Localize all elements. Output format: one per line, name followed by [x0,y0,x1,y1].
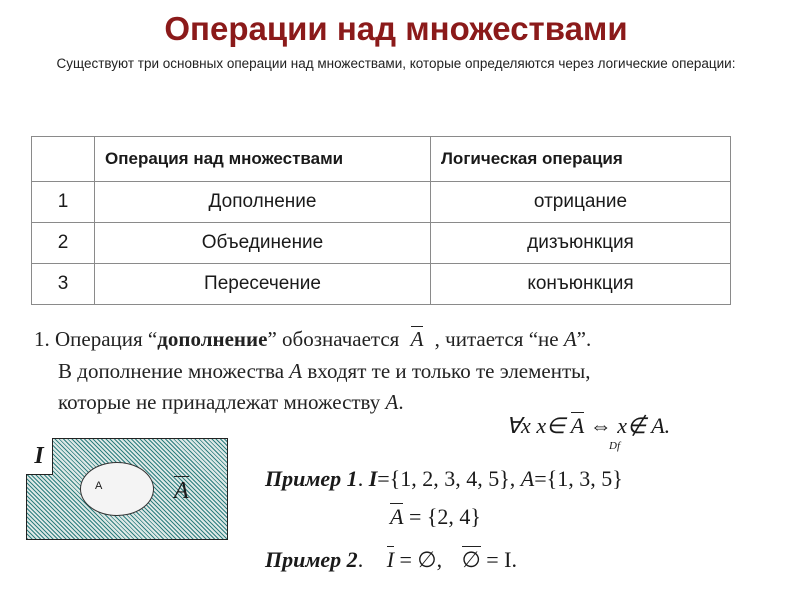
universe-label: I [26,438,53,475]
set-name: A [520,466,535,491]
formula-part: ∀x x∈ [506,413,566,438]
complement-symbol: I [386,547,395,572]
example-1-result [390,503,481,530]
complement-label: A [174,478,189,504]
text-fragment: ={1, 3, 5} [534,466,623,491]
text-fragment: . [357,466,364,491]
table-row [32,182,731,223]
set-name: A [289,359,303,383]
empty-set-complement: ∅ [461,547,481,572]
text-fragment: входят те и только те элементы, [307,359,591,383]
table-header-cell: Операция над множествами [95,137,431,182]
term-bold: дополнение [157,327,268,351]
table-cell: Объединение [95,223,431,264]
iff-symbol: ⇔ [589,413,612,438]
example-2 [265,546,517,573]
complement-symbol: A [390,504,404,529]
text-fragment: = {2, 4} [408,504,481,529]
example-1 [265,466,623,492]
slide-title: Операции над множествами [164,10,628,47]
table-header-row [32,137,731,182]
set-name: A [563,327,577,351]
slide-subtitle: Существуют три основных операции над множествами, которые определяются через логические операции: [56,56,736,71]
complement-symbol: A [570,413,585,438]
paragraph-line-1 [34,326,591,352]
text-fragment: = I. [486,547,517,572]
operations-table [31,136,731,305]
paragraph-line-2 [58,359,591,384]
example-label: Пример 2 [265,547,358,572]
venn-set-a [80,462,154,516]
table-cell: конъюнкция [431,264,731,305]
text-fragment: . [357,547,364,572]
formula-part: x∉ A. [617,413,671,438]
table-cell: 3 [32,264,95,305]
text-fragment: В дополнение множества [58,359,285,383]
text-fragment: ={1, 2, 3, 4, 5}, [377,466,516,491]
definition-formula [506,412,670,439]
table-cell: 2 [32,223,95,264]
table-cell: 1 [32,182,95,223]
text-fragment: 1. Операция “ [34,327,158,351]
table-cell: Дополнение [95,182,431,223]
universe-symbol: I [368,466,378,491]
set-a-label: A [95,480,103,492]
text-fragment: = ∅, [399,547,443,572]
paragraph-line-3 [58,390,404,415]
example-label: Пример 1 [265,466,358,491]
text-fragment: ”. [576,327,592,351]
text-fragment: которые не принадлежат множеству [58,390,381,414]
complement-symbol: A [410,327,424,351]
table-header-cell [32,137,95,182]
df-label: Df [609,440,620,452]
text-fragment: ” обозначается [267,327,400,351]
table-row [32,223,731,264]
set-name: A [385,390,399,414]
table-cell: дизъюнкция [431,223,731,264]
text-fragment: . [398,390,404,414]
table-cell: отрицание [431,182,731,223]
table-row [32,264,731,305]
table-cell: Пересечение [95,264,431,305]
table-header-cell: Логическая операция [431,137,731,182]
text-fragment: , читается “не [434,327,559,351]
